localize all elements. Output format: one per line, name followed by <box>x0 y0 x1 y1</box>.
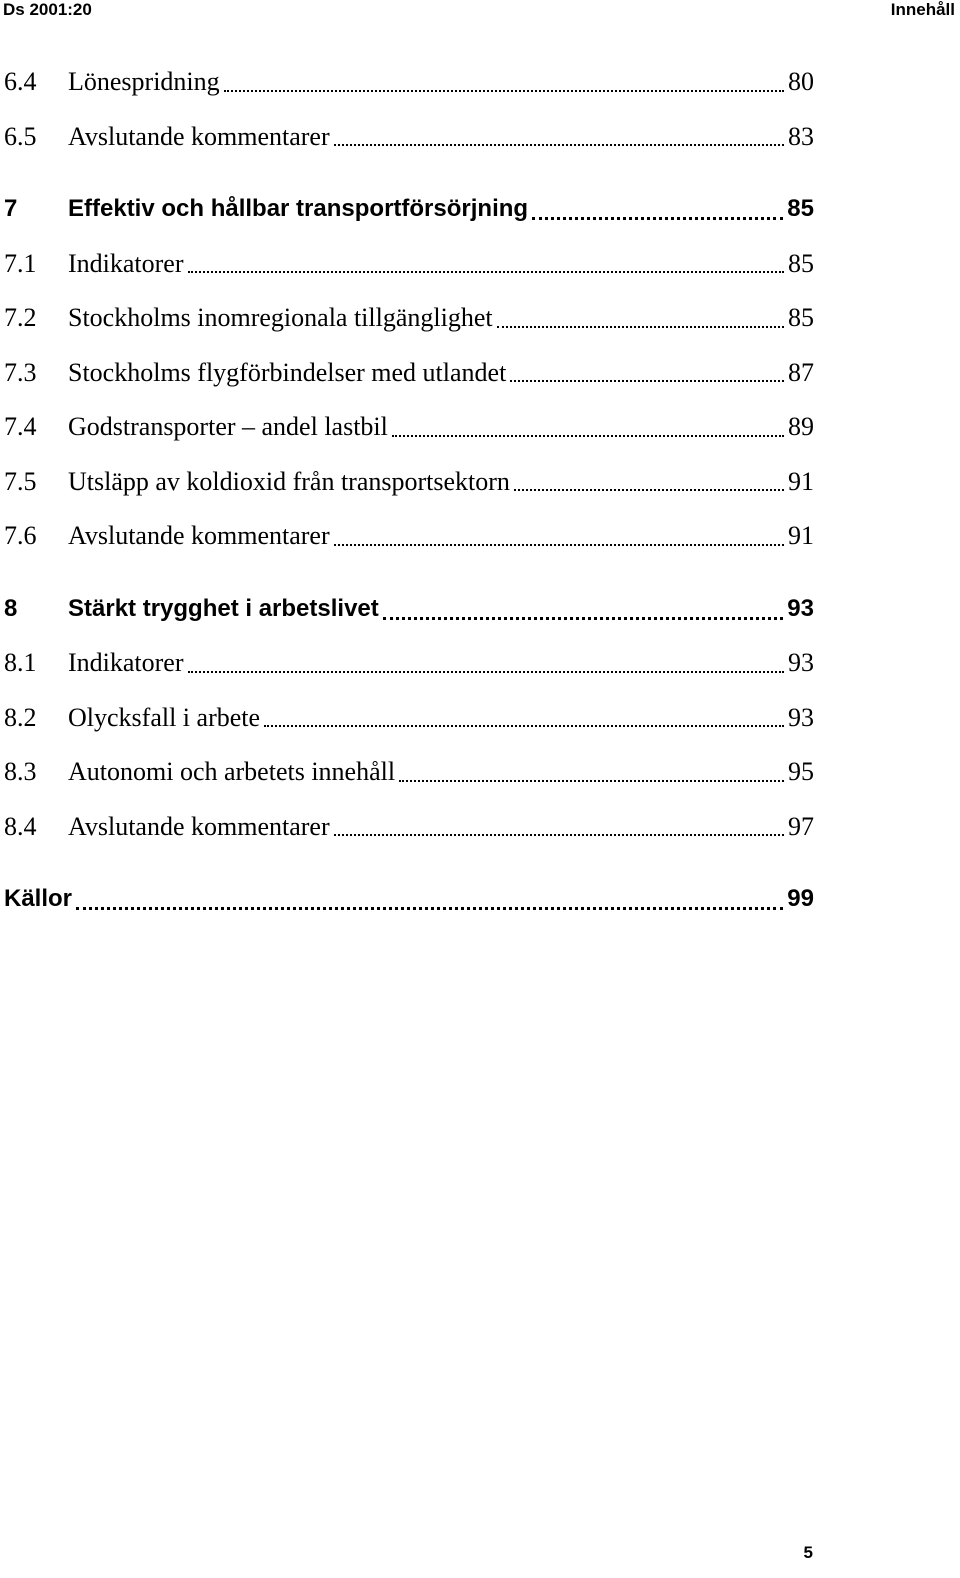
toc-entry-number: 8.1 <box>4 648 37 678</box>
toc-entry-page: 99 <box>787 885 814 913</box>
toc-entry-title: Avslutande kommentarer <box>68 521 330 551</box>
toc-entry-title: Olycksfall i arbete <box>68 702 261 732</box>
dot-leader <box>334 831 784 836</box>
toc-section-entry[interactable] <box>4 110 814 165</box>
toc-entry-page: 85 <box>787 195 814 223</box>
toc-entry-page: 87 <box>788 357 814 387</box>
toc-entry-number: 6.4 <box>4 67 37 97</box>
toc-entry-page: 95 <box>788 757 814 787</box>
toc-section-entry[interactable] <box>4 636 814 691</box>
toc-section-entry[interactable] <box>4 55 814 110</box>
dot-leader <box>514 486 784 491</box>
dot-leader <box>224 87 784 92</box>
toc-entry-title: Lönespridning <box>68 67 220 97</box>
toc-entry-title: Stockholms inomregionala tillgänglighet <box>68 303 493 333</box>
section-name: Innehåll <box>890 0 955 19</box>
toc-chapter-entry[interactable] <box>4 582 814 637</box>
toc-entry-page: 91 <box>788 521 814 551</box>
toc-entry-title: Autonomi och arbetets innehåll <box>68 757 396 787</box>
page-number: 5 <box>803 1543 813 1562</box>
toc-section-entry[interactable] <box>4 291 814 346</box>
toc-entry-page: 83 <box>788 121 814 151</box>
toc-chapter-entry[interactable] <box>4 182 814 237</box>
toc-entry-number: 7.5 <box>4 466 37 496</box>
toc-entry-title: Utsläpp av koldioxid från transportsektorn <box>68 466 510 496</box>
toc-entry-page: 97 <box>788 811 814 841</box>
dot-leader <box>264 722 784 727</box>
toc-entry-number: 7.3 <box>4 357 37 387</box>
dot-leader <box>188 668 784 673</box>
toc-entry-page: 89 <box>788 412 814 442</box>
toc-entry-number: 7.4 <box>4 412 37 442</box>
toc-section-entry[interactable] <box>4 800 814 855</box>
toc-entry-page: 80 <box>788 67 814 97</box>
dot-leader <box>532 214 783 220</box>
dot-leader <box>188 268 784 273</box>
toc-entry-number: 8.3 <box>4 757 37 787</box>
dot-leader <box>392 432 784 437</box>
toc-entry-number: 8.2 <box>4 702 37 732</box>
toc-entry-page: 85 <box>788 248 814 278</box>
running-head <box>3 0 955 22</box>
toc-section-entry[interactable] <box>4 455 814 510</box>
toc-entry-page: 91 <box>788 466 814 496</box>
toc-entry-page: 85 <box>788 303 814 333</box>
toc-entry-title: Effektiv och hållbar transportförsörjning <box>68 195 529 223</box>
toc-entry-title: Godstransporter – andel lastbil <box>68 412 388 442</box>
dot-leader <box>510 377 784 382</box>
dot-leader <box>76 904 783 910</box>
toc-section-entry[interactable] <box>4 346 814 401</box>
toc-entry-page: 93 <box>787 594 814 622</box>
toc-entry-title: Källor <box>4 885 73 913</box>
toc-entry-title: Avslutande kommentarer <box>68 811 330 841</box>
toc-entry-title: Indikatorer <box>68 648 184 678</box>
dot-leader <box>383 614 784 620</box>
dot-leader <box>334 141 784 146</box>
document-id: Ds 2001:20 <box>3 0 92 19</box>
toc-entry-number: 7.2 <box>4 303 37 333</box>
toc-entry-number: 6.5 <box>4 121 37 151</box>
table-of-contents <box>4 55 814 927</box>
toc-section-entry[interactable] <box>4 745 814 800</box>
toc-chapter-entry[interactable] <box>4 872 814 927</box>
toc-section-entry[interactable] <box>4 691 814 746</box>
dot-leader <box>334 541 784 546</box>
toc-entry-number: 8 <box>4 594 18 622</box>
toc-entry-title: Avslutande kommentarer <box>68 121 330 151</box>
toc-entry-number: 8.4 <box>4 811 37 841</box>
toc-entry-number: 7.1 <box>4 248 37 278</box>
toc-entry-title: Indikatorer <box>68 248 184 278</box>
toc-section-entry[interactable] <box>4 400 814 455</box>
dot-leader <box>497 323 784 328</box>
dot-leader <box>399 777 784 782</box>
toc-entry-title: Stockholms flygförbindelser med utlandet <box>68 357 507 387</box>
toc-entry-page: 93 <box>788 702 814 732</box>
toc-entry-number: 7.6 <box>4 521 37 551</box>
toc-section-entry[interactable] <box>4 237 814 292</box>
toc-entry-number: 7 <box>4 195 18 223</box>
toc-entry-page: 93 <box>788 648 814 678</box>
toc-section-entry[interactable] <box>4 509 814 564</box>
toc-entry-title: Stärkt trygghet i arbetslivet <box>68 594 379 622</box>
